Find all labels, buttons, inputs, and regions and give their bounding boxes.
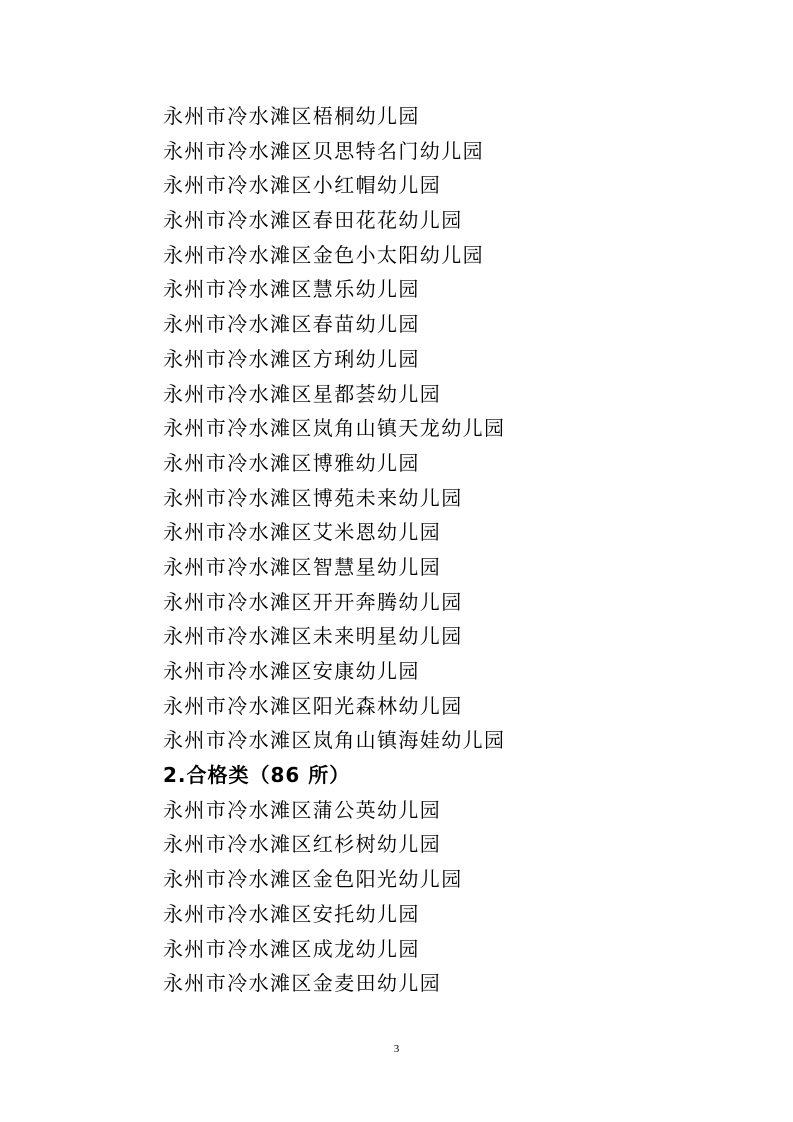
page-number: 3 bbox=[393, 1043, 400, 1055]
list-item: 永州市冷水滩区星都荟幼儿园 bbox=[163, 381, 442, 406]
list-item: 永州市冷水滩区慧乐幼儿园 bbox=[163, 277, 420, 302]
list-item: 永州市冷水滩区博雅幼儿园 bbox=[163, 450, 420, 475]
list-item: 永州市冷水滩区阳光森林幼儿园 bbox=[163, 693, 463, 718]
list-item: 永州市冷水滩区蒲公英幼儿园 bbox=[163, 797, 442, 822]
list-item: 永州市冷水滩区智慧星幼儿园 bbox=[163, 554, 442, 579]
list-item: 永州市冷水滩区红杉树幼儿园 bbox=[163, 832, 442, 857]
page-content bbox=[163, 99, 743, 1001]
list-item: 永州市冷水滩区岚角山镇天龙幼儿园 bbox=[163, 416, 506, 441]
list-item: 永州市冷水滩区春苗幼儿园 bbox=[163, 312, 420, 337]
list-item: 永州市冷水滩区梧桐幼儿园 bbox=[163, 104, 420, 128]
list-item: 永州市冷水滩区成龙幼儿园 bbox=[163, 936, 420, 961]
list-item: 永州市冷水滩区金色小太阳幼儿园 bbox=[163, 242, 484, 267]
list-item: 永州市冷水滩区开开奔腾幼儿园 bbox=[163, 589, 463, 614]
list-item: 永州市冷水滩区未来明星幼儿园 bbox=[163, 624, 463, 649]
list-item: 永州市冷水滩区安托幼儿园 bbox=[163, 901, 420, 926]
list-item: 永州市冷水滩区艾米恩幼儿园 bbox=[163, 520, 442, 545]
list-item: 永州市冷水滩区小红帽幼儿园 bbox=[163, 173, 442, 198]
list-item: 永州市冷水滩区方琍幼儿园 bbox=[163, 346, 420, 371]
section-heading: 2.合格类（86 所） bbox=[163, 763, 351, 788]
list-item: 永州市冷水滩区金色阳光幼儿园 bbox=[163, 867, 463, 892]
list-item: 永州市冷水滩区贝思特名门幼儿园 bbox=[163, 138, 484, 163]
list-item: 永州市冷水滩区博苑未来幼儿园 bbox=[163, 485, 463, 510]
list-item: 永州市冷水滩区金麦田幼儿园 bbox=[163, 971, 442, 996]
list-item: 永州市冷水滩区春田花花幼儿园 bbox=[163, 208, 463, 233]
list-item: 永州市冷水滩区岚角山镇海娃幼儿园 bbox=[163, 728, 506, 753]
list-item: 永州市冷水滩区安康幼儿园 bbox=[163, 659, 420, 683]
